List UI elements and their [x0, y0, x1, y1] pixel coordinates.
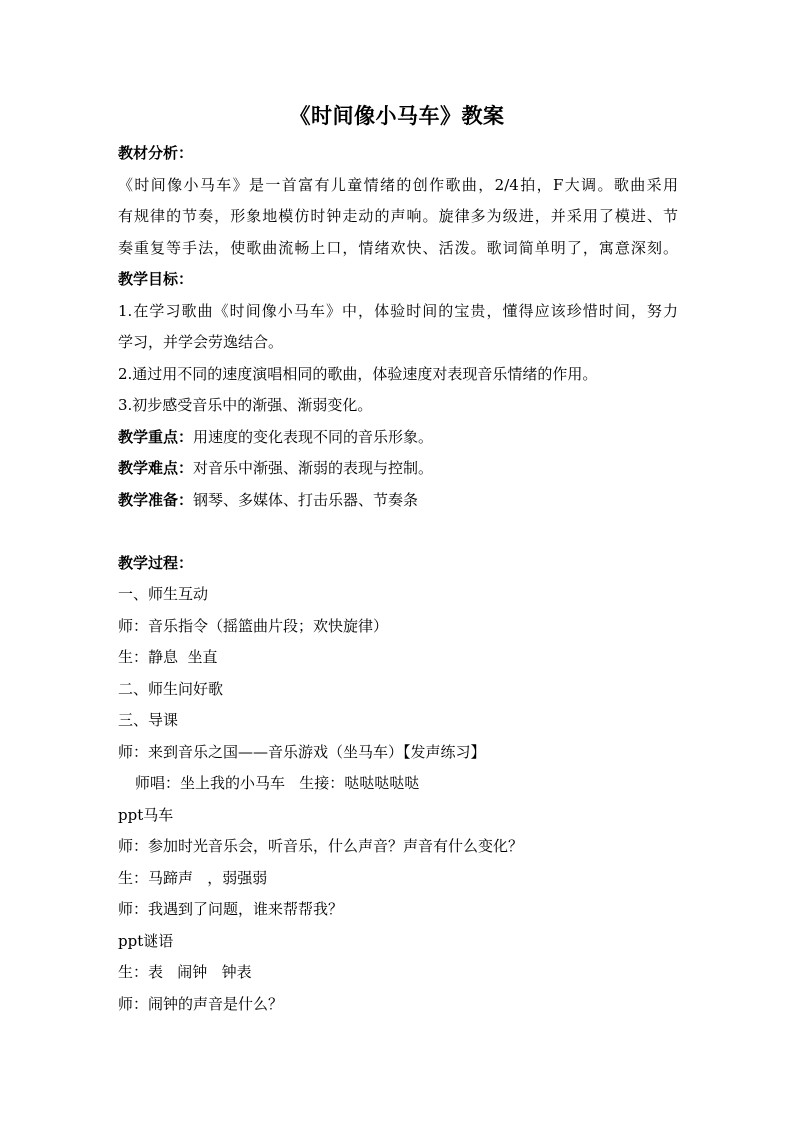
key-point-paragraph	[118, 422, 678, 454]
goal-line: 2.通过用不同的速度演唱相同的歌曲，体验速度对表现音乐情绪的作用。	[118, 364, 598, 383]
key-point-text: 用速度的变化表现不同的音乐形象。	[193, 427, 434, 446]
process-line: 一、师生互动	[118, 585, 209, 603]
blank-line	[118, 516, 678, 548]
analysis-line: 《时间像小马车》是一首富有儿童情绪的创作歌曲，2/4拍，F大调。歌曲采用	[118, 175, 678, 194]
process-line: 师：来到音乐之国——音乐游戏（坐马车）【发声练习】	[118, 742, 486, 761]
process-line: ppt马车	[118, 805, 174, 824]
key-point-label: 教学重点：	[118, 427, 194, 446]
process-line: 师：音乐指令（摇篮曲片段；欢快旋律）	[118, 616, 389, 635]
process-line: 师：闹钟的声音是什么？	[118, 994, 284, 1013]
process-heading: 教学过程：	[118, 553, 194, 572]
goals-heading: 教学目标：	[118, 270, 194, 288]
document-body	[118, 138, 678, 1020]
process-line: 生：静息 坐直	[118, 648, 218, 666]
process-line: 三、导课	[118, 711, 179, 729]
goal-line: 3.初步感受音乐中的渐强、渐弱变化。	[118, 396, 373, 414]
analysis-line: 奏重复等手法，使歌曲流畅上口，情绪欢快、活泼。歌词简单明了，寓意深刻。	[118, 238, 678, 257]
analysis-line: 有规律的节奏，形象地模仿时钟走动的声响。旋律多为级进，并采用了模进、节	[118, 207, 678, 225]
goal-line: 1.在学习歌曲《时间像小马车》中，体验时间的宝贵，懂得应该珍惜时间，努力	[118, 301, 678, 320]
difficulty-paragraph	[118, 453, 678, 485]
process-line: 师唱：坐上我的小马车 生接：哒哒哒哒哒	[135, 774, 420, 792]
preparation-text: 钢琴、多媒体、打击乐器、节奏条	[193, 490, 419, 509]
difficulty-label: 教学难点：	[118, 459, 194, 477]
preparation-paragraph	[118, 485, 678, 517]
page-title: 《时间像小马车》教案	[289, 103, 505, 128]
process-line: 师：我遇到了问题，谁来帮帮我？	[118, 900, 344, 918]
goal-line: 学习，并学会劳逸结合。	[118, 333, 284, 351]
preparation-label: 教学准备：	[118, 490, 194, 509]
analysis-heading: 教材分析：	[118, 144, 194, 162]
difficulty-text: 对音乐中渐强、渐弱的表现与控制。	[193, 459, 434, 477]
process-line: 师：参加时光音乐会，听音乐，什么声音？声音有什么变化？	[118, 837, 524, 855]
process-line: 生：表 闹钟 钟表	[118, 963, 252, 981]
process-line: ppt谜语	[118, 931, 174, 950]
process-line: 生：马蹄声 ，弱强弱	[118, 868, 268, 887]
process-line: 二、师生问好歌	[118, 679, 224, 698]
